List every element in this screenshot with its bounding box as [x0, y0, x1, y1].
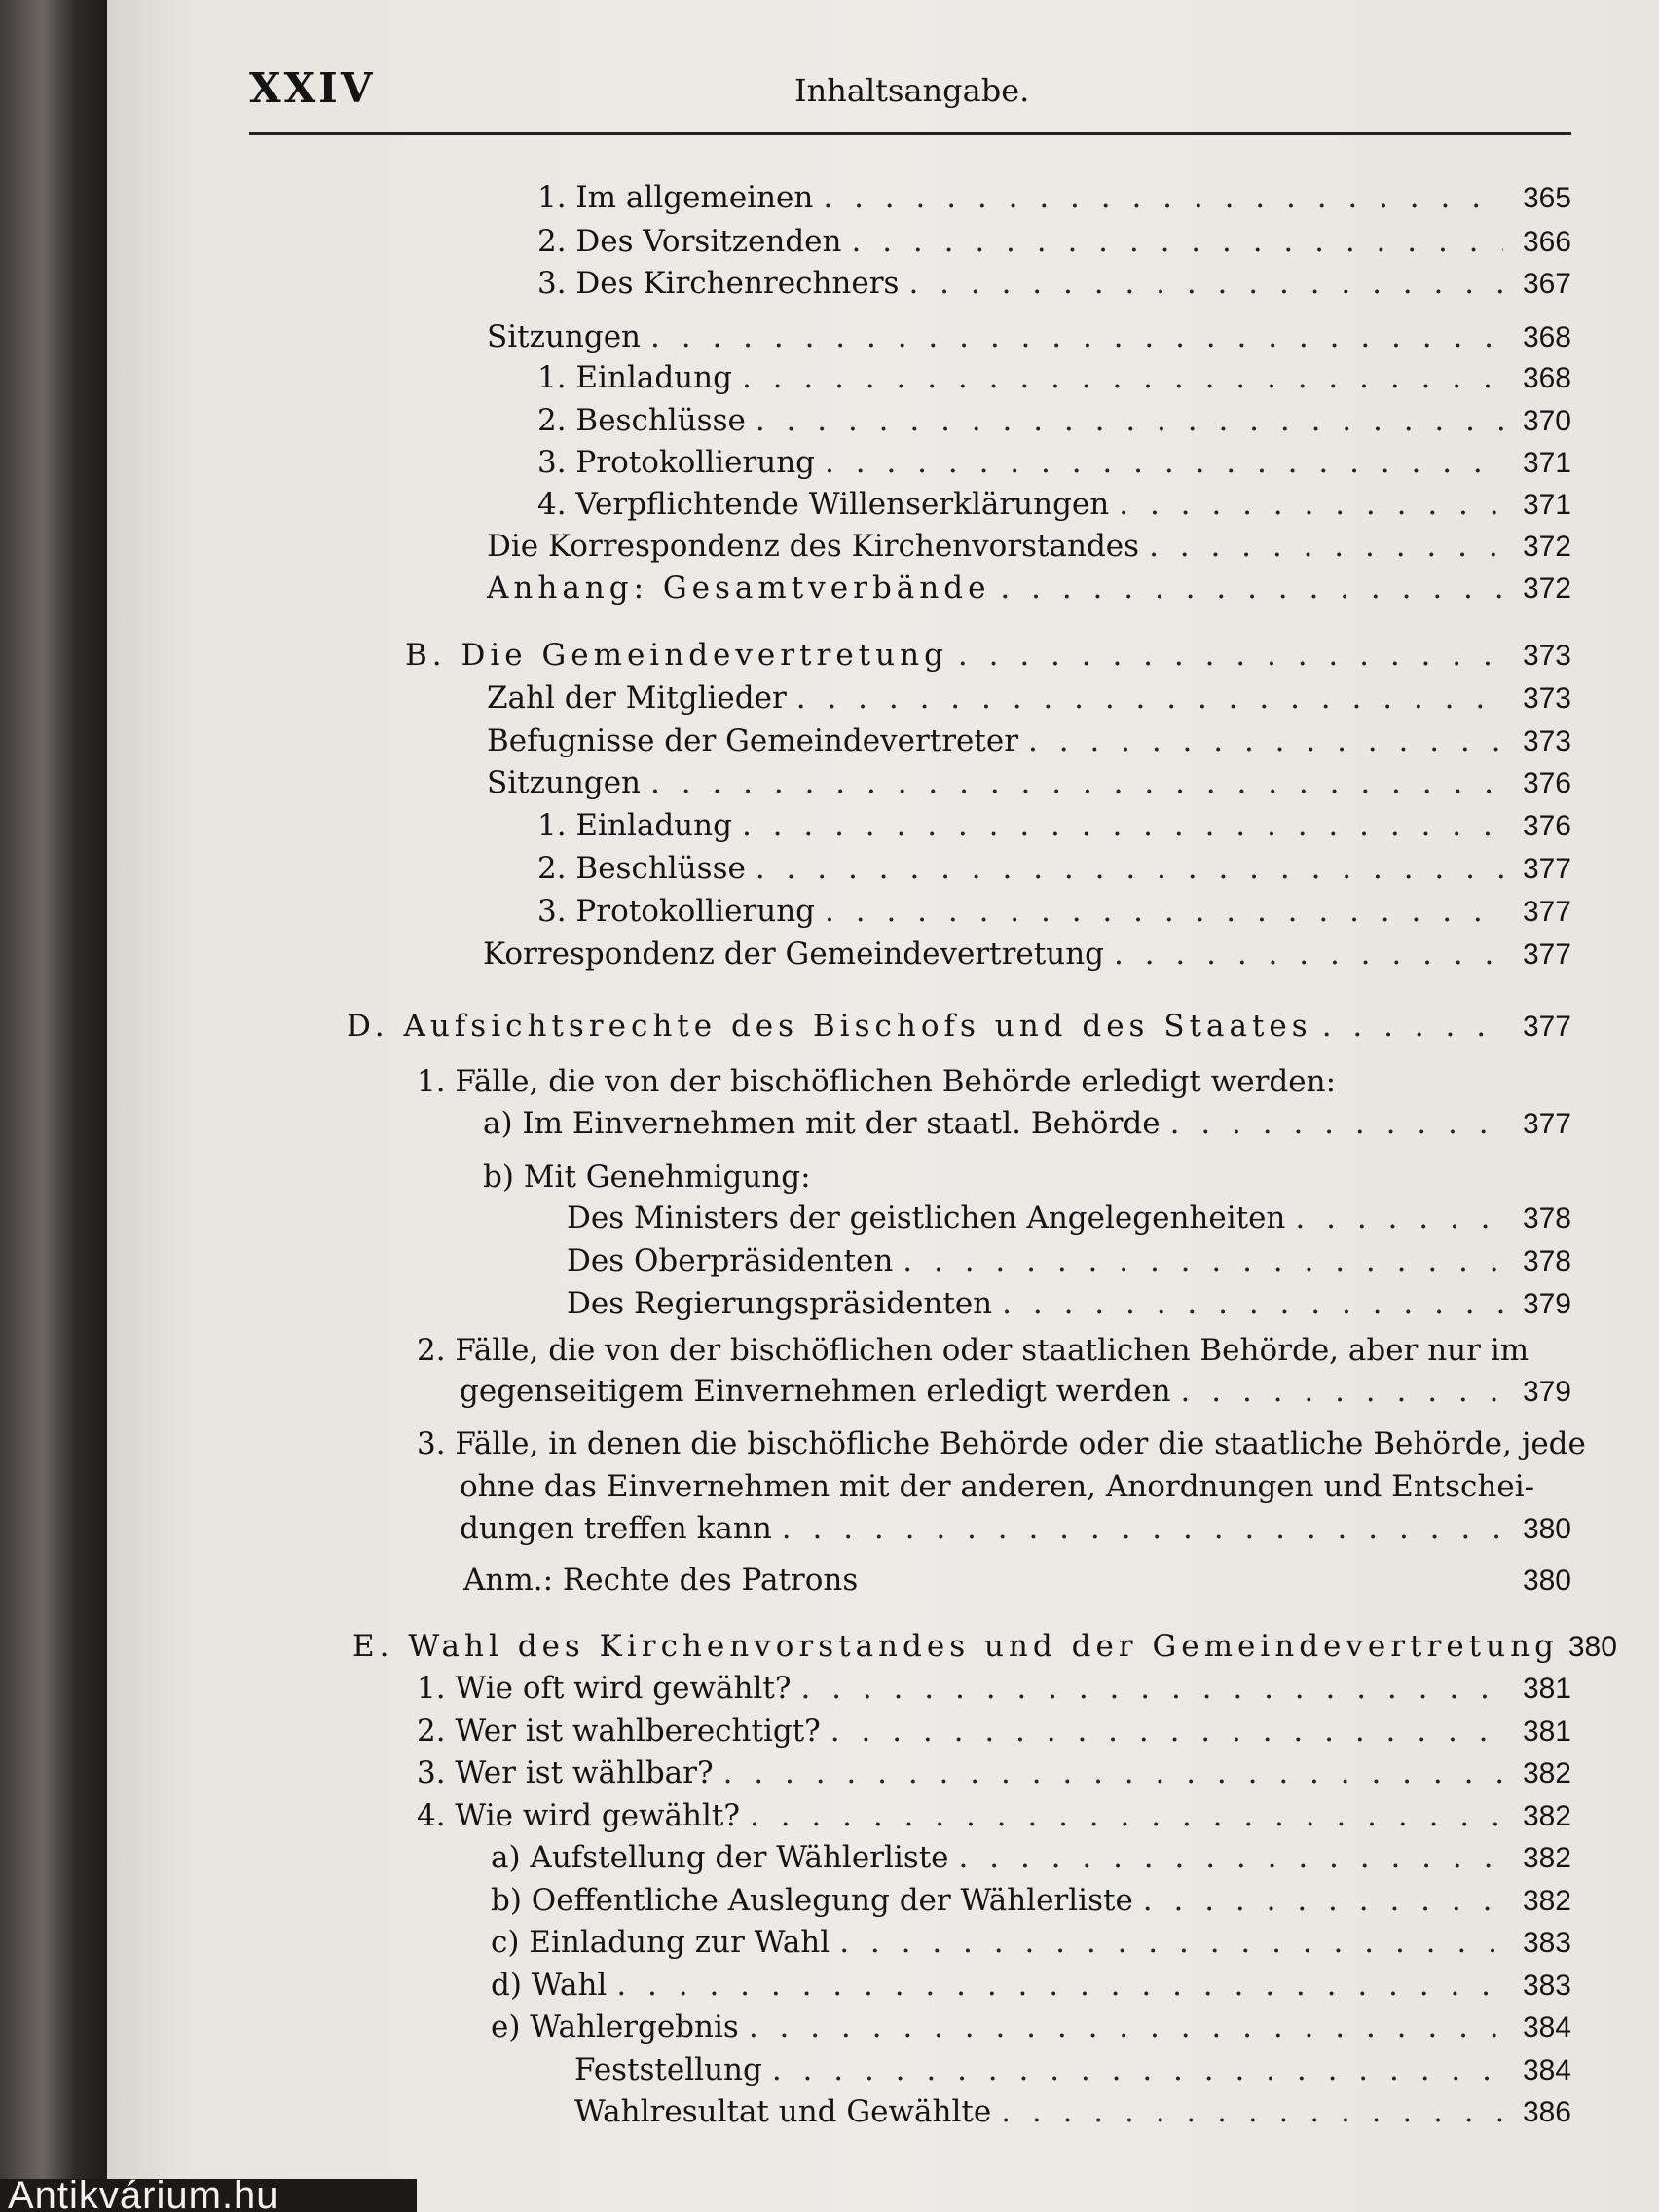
toc-entry: Die Korrespondenz des Kirchenvorstandes . . . 372 — [487, 528, 1571, 565]
toc-entry: 2. Wer ist wahlberechtigt? . . . 381 — [417, 1713, 1571, 1750]
toc-entry: b) Oeffentliche Auslegung der Wählerliste . . . 382 — [491, 1882, 1571, 1919]
toc-entry: a) Aufstellung der Wählerliste . . . 382 — [491, 1839, 1571, 1876]
toc-entry: d) Wahl . . . 383 — [491, 1967, 1571, 2004]
toc-entry: 4. Wie wird gewählt? . . . 382 — [417, 1797, 1571, 1834]
toc-entry: Befugnisse der Gemeindevertreter . . . 373 — [487, 722, 1571, 759]
toc-entry: Des Oberpräsidenten . . . 378 — [567, 1242, 1571, 1279]
running-title: Inhaltsangabe. — [794, 72, 1030, 109]
toc-entry: 1. Einladung . . . 376 — [537, 807, 1571, 844]
page-folio: XXIV — [249, 64, 376, 112]
toc-entry: Feststellung . . . 384 — [574, 2051, 1571, 2088]
toc-entry: Korrespondenz der Gemeindevertretung . . . 377 — [483, 936, 1571, 973]
toc-entry: ohne das Einvernehmen mit der anderen, Anordnungen und Entschei- — [460, 1469, 1535, 1504]
toc-entry: a) Im Einvernehmen mit der staatl. Behörde . . . 377 — [483, 1105, 1571, 1142]
toc-entry: 1. Einladung . . . 368 — [537, 359, 1571, 396]
toc-entry: Des Regierungspräsidenten . . . 379 — [567, 1285, 1571, 1322]
toc-entry: gegenseitigem Einvernehmen erledigt werden . . . 379 — [460, 1373, 1571, 1410]
toc-entry: e) Wahlergebnis . . . 384 — [491, 2009, 1571, 2046]
toc-entry: Sitzungen . . . 376 — [487, 764, 1571, 801]
toc-entry: 3. Wer ist wählbar? . . . 382 — [417, 1754, 1571, 1791]
toc-entry: c) Einladung zur Wahl . . . 383 — [491, 1924, 1571, 1961]
toc-entry: 2. Beschlüsse . . . 370 — [537, 402, 1571, 439]
toc-entry: 3. Protokollierung . . . 371 — [537, 444, 1571, 481]
toc-entry: 1. Wie oft wird gewählt? . . . 381 — [417, 1670, 1571, 1707]
toc-entry: Zahl der Mitglieder . . . 373 — [487, 680, 1571, 717]
toc-entry: Anhang: Gesamtverbände . . . 372 — [487, 570, 1571, 607]
toc-entry: 1. Im allgemeinen . . . 365 — [537, 179, 1571, 216]
toc-entry: dungen treffen kann . . . 380 — [460, 1510, 1571, 1547]
toc-section: B. Die Gemeindevertretung . . . 373 — [405, 637, 1571, 674]
toc-entry: Anm.: Rechte des Patrons 380 — [463, 1563, 1571, 1598]
toc-section: E. Wahl des Kirchenvorstandes und der Gemeindevertretung 380 — [352, 1629, 1617, 1664]
toc-entry: 4. Verpflichtende Willenserklärungen . . . 371 — [537, 486, 1571, 523]
toc-entry: b) Mit Genehmigung: — [483, 1160, 811, 1195]
toc-entry: 2. Des Vorsitzenden . . . 366 — [537, 223, 1571, 260]
toc-entry: 2. Beschlüsse . . . 377 — [537, 850, 1571, 887]
watermark: Antikvárium.hu — [0, 2179, 417, 2212]
toc-entry: 3. Des Kirchenrechners . . . 367 — [537, 265, 1571, 302]
toc-entry: 3. Protokollierung . . . 377 — [537, 893, 1571, 930]
toc-entry: Wahlresultat und Gewählte . . . 386 — [574, 2093, 1571, 2130]
toc-entry: 2. Fälle, die von der bischöflichen oder staatlichen Behörde, aber nur im — [417, 1333, 1530, 1368]
toc-entry: Sitzungen . . . 368 — [487, 318, 1571, 355]
toc-entry: 3. Fälle, in denen die bischöfliche Behörde oder die staatliche Behörde, jede — [417, 1426, 1586, 1461]
toc-entry: Des Ministers der geistlichen Angelegenheiten . . . 378 — [567, 1199, 1571, 1236]
toc-section: D. Aufsichtsrechte des Bischofs und des Staates . . . 377 — [347, 1008, 1571, 1045]
toc-entry: 1. Fälle, die von der bischöflichen Behörde erledigt werden: — [417, 1064, 1337, 1099]
